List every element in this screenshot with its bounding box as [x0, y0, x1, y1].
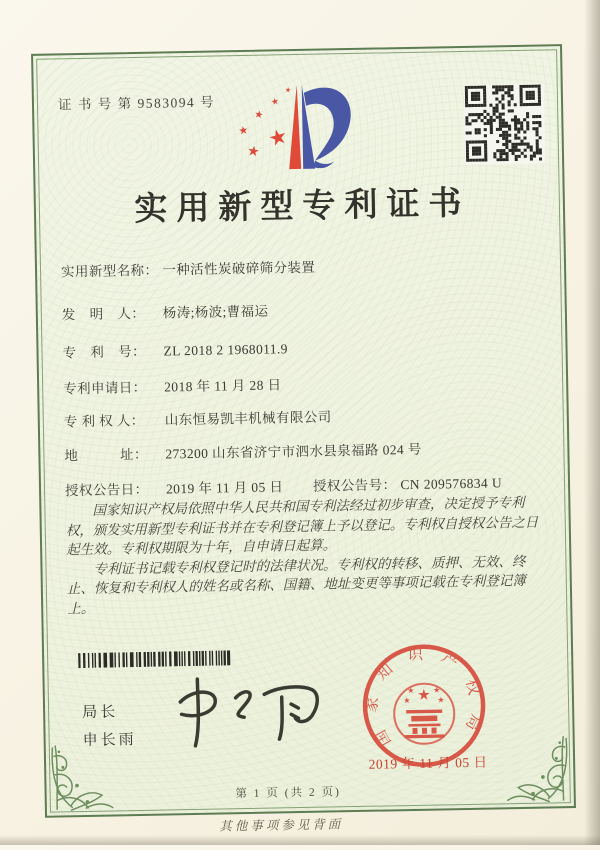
field-value: ZL 2018 2 1968011.9: [163, 341, 288, 359]
field-value: 2019 年 11 月 05 日: [165, 479, 284, 497]
seal-org-text: 国家知识产权局: [362, 645, 486, 750]
svg-text:★: ★: [417, 687, 431, 704]
cnipa-logo: [230, 76, 366, 176]
field-label: 专 利 权 人：: [63, 412, 145, 430]
logo-star-icon: ★: [245, 143, 261, 161]
field-label: 地 址：: [64, 446, 148, 464]
national-emblem-icon: [403, 685, 445, 738]
logo-star-icon: ★: [284, 85, 292, 95]
barcode: [78, 650, 230, 668]
field-row-name: [61, 256, 316, 281]
field-label: 发 明 人：: [61, 305, 146, 323]
seal-date: 2019 年 11 月 05 日: [368, 754, 488, 772]
legal-text: [65, 493, 547, 619]
qr-code: [464, 83, 545, 164]
director-signature: [162, 668, 333, 753]
field-value: 山东恒易凯丰机械有限公司: [164, 409, 332, 428]
svg-text:★: ★: [407, 685, 415, 696]
logo-star-icon: ★: [265, 123, 291, 152]
director-title: 局长: [81, 703, 119, 722]
field-value: 一种活性炭破碎筛分装置: [162, 259, 316, 278]
field-row-filing-date: [63, 373, 282, 397]
logo-star-icon: ★: [237, 124, 250, 138]
back-side-note: 其他事项参见背面: [219, 817, 344, 834]
svg-text:★: ★: [403, 696, 411, 706]
signatory-block: [82, 698, 137, 755]
svg-text:★: ★: [437, 695, 445, 705]
field-value: 273200 山东省济宁市泗水县泉福路 024 号: [165, 441, 422, 462]
field-label: 实用新型名称：: [60, 262, 159, 280]
legal-paragraph: 国家知识产权局依照中华人民共和国专利法经过初步审查，决定授予专利权，颁发实用新型专利证书并在专利登记簿上予以登记。专利权自授权公告之日起生效。专利权期限为十年，自申请日起算。: [65, 494, 539, 558]
field-row-patent-number: [62, 337, 288, 361]
logo-star-icon: ★: [270, 95, 280, 108]
director-name: 申长雨: [82, 731, 137, 750]
field-value: CN 209576834 U: [400, 475, 503, 493]
legal-paragraph: 专利证书记载专利权登记时的法律状况。专利权的转移、质押、无效、终止、恢复和专利权人的姓名或名称、国籍、地址变更等事项记载在专利登记簿上。: [66, 553, 526, 616]
field-row-patentee: [64, 405, 332, 430]
logo-star-icon: ★: [253, 108, 265, 122]
certificate-frame: [31, 44, 576, 818]
field-value: 2018 年 11 月 28 日: [164, 377, 282, 395]
field-row-inventors: [62, 300, 269, 324]
cnipa-logo-shape: [230, 76, 366, 176]
grant-number-pair: [313, 471, 502, 494]
field-row-address: [64, 438, 422, 465]
svg-text:★: ★: [433, 685, 441, 695]
field-label: 授权公告日：: [64, 481, 149, 499]
field-value: 杨涛;杨波;曹福运: [162, 303, 269, 321]
field-label: 专利申请日：: [63, 379, 147, 397]
field-label: 专 利 号：: [62, 343, 147, 361]
page-indicator: 第 1 页 (共 2 页): [235, 786, 342, 801]
field-label: 授权公告号：: [312, 477, 397, 494]
certificate-title: 实用新型专利证书: [134, 185, 471, 228]
certificate-number: 证 书 号 第 9583094 号: [57, 94, 216, 113]
